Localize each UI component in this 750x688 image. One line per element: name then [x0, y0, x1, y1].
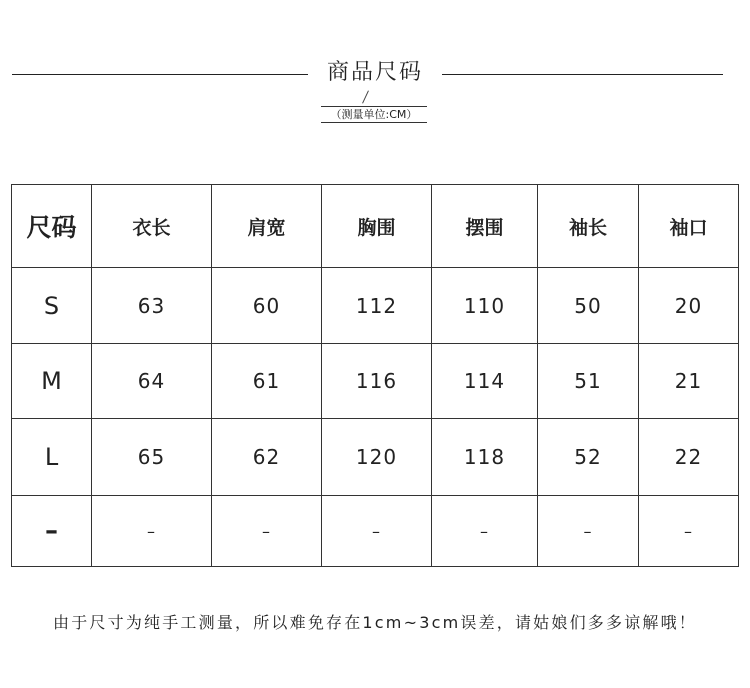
table-cell: 118 — [432, 419, 538, 496]
page-title: 商品尺码 — [326, 60, 423, 85]
table-cell: 61 — [212, 344, 322, 419]
column-header: 袖长 — [538, 185, 639, 268]
column-header: 尺码 — [12, 185, 92, 268]
table-cell: 64 — [92, 344, 212, 419]
table-cell: 62 — [212, 419, 322, 496]
table-cell: 63 — [92, 268, 212, 344]
table-cell: 60 — [212, 268, 322, 344]
size-label: S — [12, 268, 92, 344]
column-header: 衣长 — [92, 185, 212, 268]
header-divider-right — [442, 74, 723, 75]
table-cell: 65 — [92, 419, 212, 496]
table-cell: 120 — [322, 419, 432, 496]
measurement-unit-label: （测量单位:CM） — [321, 106, 427, 123]
table-cell: – — [432, 496, 538, 567]
column-header: 袖口 — [639, 185, 739, 268]
table-cell: 114 — [432, 344, 538, 419]
table-cell: 22 — [639, 419, 739, 496]
subtitle-pointer — [362, 90, 369, 103]
size-label: M — [12, 344, 92, 419]
table-cell: – — [92, 496, 212, 567]
size-label: L — [12, 419, 92, 496]
table-cell: 116 — [322, 344, 432, 419]
table-cell: 50 — [538, 268, 639, 344]
table-row — [12, 419, 739, 496]
table-cell: – — [212, 496, 322, 567]
table-row — [12, 496, 739, 567]
column-header: 摆围 — [432, 185, 538, 268]
table-cell: – — [538, 496, 639, 567]
table-cell: 110 — [432, 268, 538, 344]
table-cell: 51 — [538, 344, 639, 419]
column-header: 胸围 — [322, 185, 432, 268]
table-cell: 21 — [639, 344, 739, 419]
table-header-row — [12, 185, 739, 268]
table-cell: – — [322, 496, 432, 567]
table-cell: 20 — [639, 268, 739, 344]
table-row — [12, 344, 739, 419]
table-cell: – — [639, 496, 739, 567]
size-label: – — [12, 496, 92, 567]
header-divider-left — [12, 74, 308, 75]
table-cell: 52 — [538, 419, 639, 496]
table-cell: 112 — [322, 268, 432, 344]
table-row — [12, 268, 739, 344]
size-table — [11, 184, 739, 567]
measurement-disclaimer: 由于尺寸为纯手工测量，所以难免存在1cm~3cm误差，请姑娘们多多谅解哦！ — [53, 613, 697, 632]
column-header: 肩宽 — [212, 185, 322, 268]
